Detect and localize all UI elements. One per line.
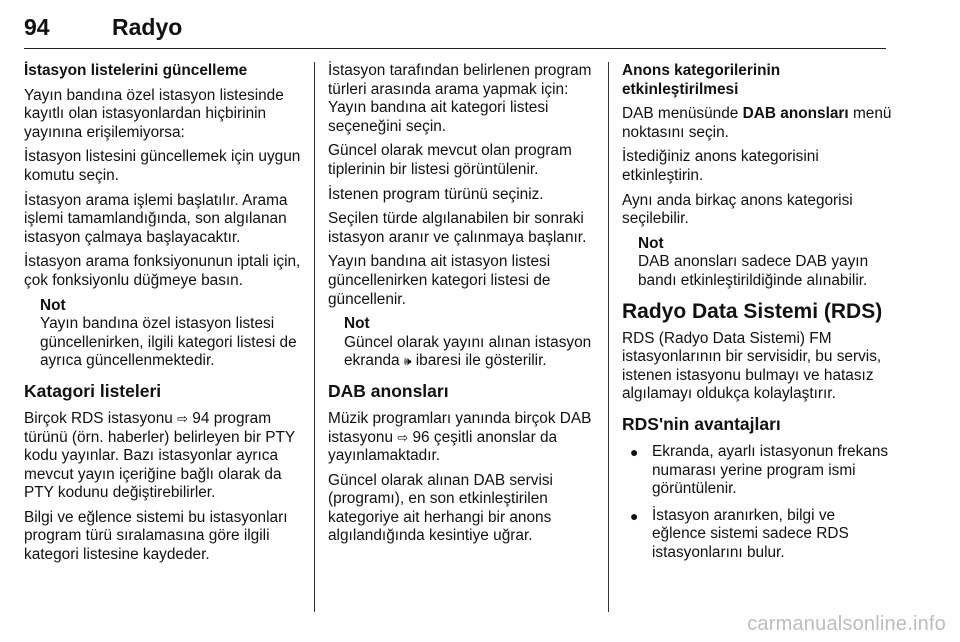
- section-heading-rds: Radyo Data Sistemi (RDS): [622, 299, 883, 323]
- list-item: [622, 507, 892, 563]
- watermark: carmanualsonline.info: [747, 613, 946, 635]
- section-heading-update-lists: İstasyon listelerini güncelleme: [24, 62, 248, 79]
- page-number: 94: [24, 14, 50, 40]
- section-heading-category-lists: Katagori listeleri: [24, 380, 162, 401]
- note-title: Not: [40, 296, 66, 314]
- list-item-text: Ekranda, ayarlı istasyonun frekans numarası yerine program ismi görüntülenir.: [652, 442, 889, 498]
- page-title: Radyo: [112, 14, 183, 40]
- text-fragment: Birçok RDS istasyonu: [24, 409, 173, 427]
- text-fragment: Güncel olarak yayını alınan istasyon ekranda: [344, 333, 592, 370]
- text-fragment: ibaresi ile gösterilir.: [415, 352, 547, 370]
- paragraph: İstediğiniz anons kategorisini etkinleştirin.: [622, 148, 819, 184]
- column-divider-1: [314, 62, 315, 612]
- text-fragment: Müzik programları yanında birçok DAB istasyonu: [328, 409, 592, 446]
- paragraph: İstasyon tarafından belirlenen program türleri arasında arama yapmak için: Yayın bandına ait kategori listesi seçeneğini seçin.: [328, 62, 592, 135]
- note-text: DAB anonsları sadece DAB yayın bandı etkinleştirildiğinde alınabilir.: [638, 253, 869, 289]
- bullet-icon: ●: [630, 443, 639, 460]
- paragraph: Aynı anda birkaç anons kategorisi seçilebilir.: [622, 191, 853, 228]
- paragraph: İstenen program türünü seçiniz.: [328, 185, 544, 203]
- column-1: [24, 62, 306, 571]
- note-box: [638, 235, 892, 291]
- page-header: [24, 14, 886, 49]
- paragraph: İstasyon listesini güncellemek için uygun komutu seçin.: [24, 148, 301, 184]
- note-box: [40, 297, 306, 371]
- note-title: Not: [344, 315, 370, 333]
- paragraph: İstasyon arama fonksiyonunun iptali için, çok fonksiyonlu düğmeye basın.: [24, 253, 301, 289]
- advantages-list: [622, 443, 892, 563]
- speaker-icon: 🕪: [403, 354, 412, 369]
- page-reference: 94: [192, 409, 210, 427]
- page-reference-arrow-icon: ⇨: [177, 410, 189, 426]
- bullet-icon: ●: [630, 507, 639, 524]
- paragraph: [622, 105, 892, 142]
- paragraph: Güncel olarak alınan DAB servisi (programı), en son etkinleştirilen kategoriye ait herhangi bir anons algılandığında kesintiye uğrar.: [328, 471, 553, 545]
- paragraph: [328, 410, 600, 466]
- column-3: [622, 62, 892, 570]
- column-divider-2: [608, 62, 609, 612]
- note-text: [344, 334, 600, 371]
- page-reference: 96: [412, 428, 430, 446]
- paragraph: Yayın bandına ait istasyon listesi güncellenirken kategori listesi de güncellenir.: [328, 253, 551, 308]
- section-heading-rds-advantages: RDS'nin avantajları: [622, 413, 781, 434]
- list-item-text: İstasyon aranırken, bilgi ve eğlence sistemi sadece RDS istasyonlarını bulur.: [652, 506, 849, 561]
- note-text: Yayın bandına özel istasyon listesi güncellenirken, ilgili kategori listesi de ayrıca güncellenmektedir.: [40, 315, 297, 370]
- text-fragment: program türünü (örn. haberler) belirleyen bir PTY kodu yayınlar. Bazı istasyonlar ayrıca mevcut yayın içeriğine bağlı olarak da PTY kodunu değiştirebilirler.: [24, 409, 295, 502]
- menu-item-reference: DAB anonsları: [742, 105, 849, 123]
- paragraph: Bilgi ve eğlence sistemi bu istasyonları program türü sıralamasına göre ilgili kategori listesine kaydeder.: [24, 508, 288, 564]
- text-fragment: çeşitli anonslar da yayınlamaktadır.: [328, 428, 558, 465]
- note-title: Not: [638, 234, 664, 252]
- note-box: [344, 315, 600, 371]
- column-2: [328, 62, 600, 552]
- paragraph: Güncel olarak mevcut olan program tiplerinin bir listesi görüntülenir.: [328, 142, 572, 178]
- page-reference-arrow-icon: ⇨: [397, 429, 409, 445]
- paragraph: [24, 410, 306, 503]
- paragraph: RDS (Radyo Data Sistemi) FM istasyonlarının bir servisidir, bu servis, istenen istasyonu bulmayı ve hatasız algılamayı oldukça kolaylaştırır.: [622, 329, 882, 403]
- paragraph: Yayın bandına özel istasyon listesinde kayıtlı olan istasyonlardan hiçbirinin yayınına erişilemiyorsa:: [24, 86, 284, 141]
- paragraph: Seçilen türde algılanabilen bir sonraki istasyon aranır ve çalınmaya başlanır.: [328, 210, 587, 246]
- text-fragment: menü noktasını seçin.: [622, 105, 892, 141]
- section-heading-activate-categories: Anons kategorilerinin etkinleştirilmesi: [622, 62, 781, 98]
- section-heading-dab-announcements: DAB anonsları: [328, 380, 449, 401]
- text-fragment: DAB menüsünde: [622, 105, 739, 123]
- paragraph: İstasyon arama işlemi başlatılır. Arama işlemi tamamlandığında, son algılanan istasyon çalmaya başlayacaktır.: [24, 191, 288, 246]
- list-item: [622, 443, 892, 499]
